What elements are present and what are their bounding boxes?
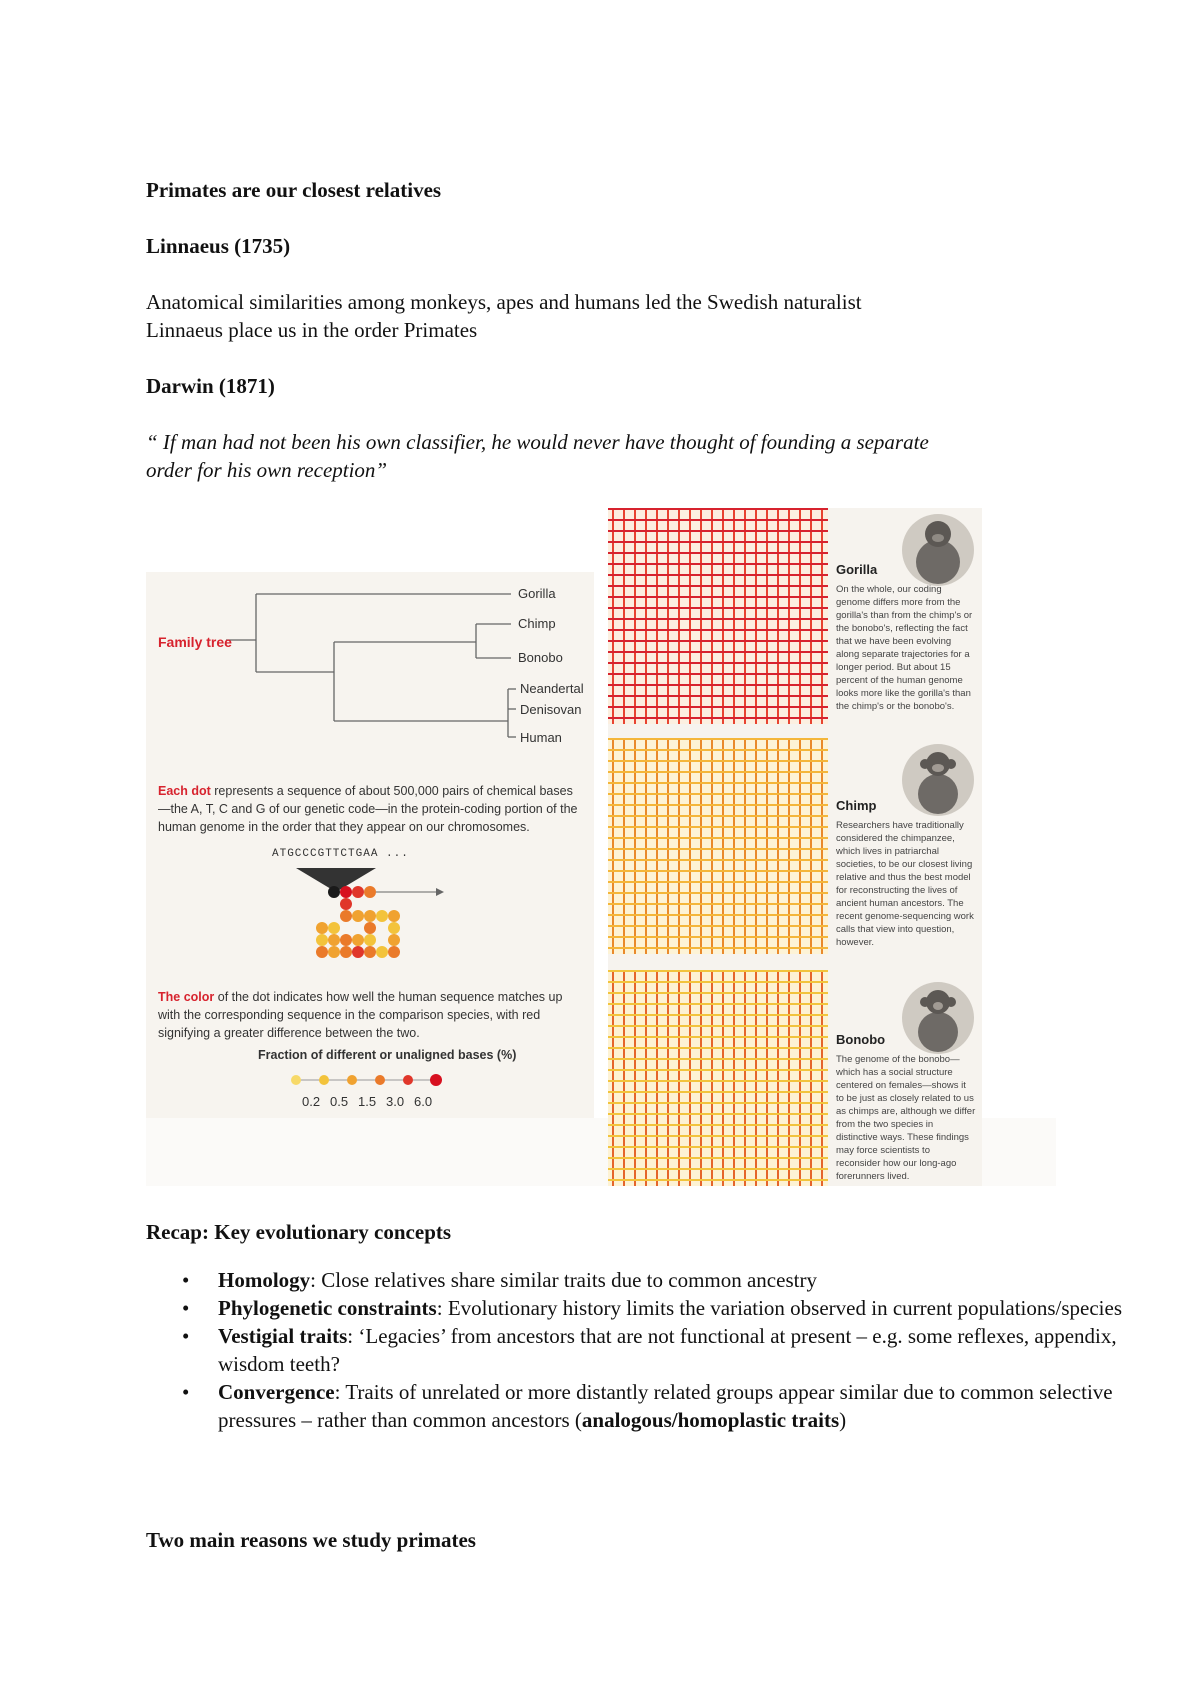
concept-extra-bold: analogous/homoplastic traits: [581, 1408, 840, 1432]
taxon-neandertal: Neandertal: [520, 681, 584, 696]
concept-term: Homology: [218, 1268, 311, 1292]
scale-title: Fraction of different or unaligned bases (%): [258, 1048, 517, 1062]
dot-caption-lead: Each dot: [158, 784, 211, 798]
scale-value-3: 1.5: [358, 1094, 377, 1109]
species-chimp-name: Chimp: [836, 798, 877, 813]
scale-value-5: 6.0: [414, 1094, 433, 1109]
species-gorilla-desc: On the whole, our coding genome differs more from the gorilla's than from the chimp's or the bonobo's, reflecting the fact that we have been evolving along separate trajectories for a longer period. But about 15 percent of the human genome looks more like the gorilla's than the chimp's or the bonobo's.: [836, 584, 973, 712]
darwin-heading: Darwin (1871): [146, 374, 275, 398]
concept-text: : Evolutionary history limits the variation observed in current populations/species: [436, 1296, 1123, 1320]
color-caption: [158, 988, 583, 1042]
dot-caption-rest: represents a sequence of about 500,000 pairs of chemical bases—the A, T, C and G of our genetic code—in the protein-coding portion of the human genome in the order that they appear on our chromosomes.: [158, 784, 578, 834]
scale-dot-5: [403, 1075, 413, 1085]
scale-value-4: 3.0: [386, 1094, 405, 1109]
color-scale: [146, 1068, 594, 1094]
taxon-denisovan: Denisovan: [520, 702, 582, 717]
concepts-list: [146, 1266, 1138, 1434]
concept-term: Convergence: [218, 1380, 335, 1404]
scale-dot-1: [291, 1075, 301, 1085]
scale-dot-3: [347, 1075, 357, 1085]
species-gorilla-name: Gorilla: [836, 562, 878, 577]
species-chimp: [836, 798, 976, 949]
scale-value-1: 0.2: [302, 1094, 321, 1109]
dot-path-diagram: [146, 862, 594, 982]
taxon-human: Human: [520, 730, 562, 745]
darwin-quote-line2: order for his own reception”: [146, 458, 388, 482]
concept-text: : Close relatives share similar traits due to common ancestry: [310, 1268, 817, 1292]
linnaeus-heading: Linnaeus (1735): [146, 234, 291, 258]
figure-right-panel: [608, 508, 982, 1186]
dot-caption: [158, 782, 583, 836]
concept-tail: ): [839, 1408, 847, 1432]
concept-convergence: [218, 1378, 1138, 1434]
species-bonobo-desc: The genome of the bonobo—which has a social structure centered on females—shows it to be just as closely related to us as chimps are, although we differ from the two species in distinctive ways. These findings may force scientists to reconsider how our long-ago forerunners lived.: [836, 1054, 976, 1182]
bonobo-dot-map: [608, 970, 828, 1186]
linnaeus-text-line1: Anatomical similarities among monkeys, apes and humans led the Swedish naturalist: [146, 290, 862, 314]
species-bonobo: [836, 1032, 976, 1183]
family-tree-label: Family tree: [158, 634, 232, 650]
color-caption-lead: The color: [158, 990, 215, 1004]
reasons-heading: Two main reasons we study primates: [146, 1528, 476, 1552]
scale-value-2: 0.5: [330, 1094, 349, 1109]
darwin-quote-line1: “ If man had not been his own classifier, he would never have thought of founding a separate: [146, 430, 929, 454]
species-chimp-desc: Researchers have traditionally considered the chimpanzee, which lives in patriarchal societies, to be our closest living relative and thus the best model for reconstructing the lives of ancient human ancestors. The recent genome-sequencing work calls that view into question, however.: [836, 820, 974, 948]
figure-left-panel: [146, 572, 594, 1118]
concept-phylogenetic-constraints: [218, 1294, 1138, 1322]
concept-homology: [218, 1266, 1138, 1294]
recap-heading: Recap: Key evolutionary concepts: [146, 1220, 452, 1244]
color-caption-rest: of the dot indicates how well the human sequence matches up with the corresponding sequence in the comparison species, with red signifying a greater difference between the two.: [158, 990, 563, 1040]
page-title: Primates are our closest relatives: [146, 178, 442, 202]
concept-vestigial-traits: [218, 1322, 1138, 1378]
concept-term: Vestigial traits: [218, 1324, 348, 1348]
taxon-chimp: Chimp: [518, 616, 556, 631]
sequence-text: ATGCCCGTTCTGAA ...: [272, 848, 409, 860]
linnaeus-text-line2: Linnaeus place us in the order Primates: [146, 318, 478, 342]
scale-dot-4: [375, 1075, 385, 1085]
concept-text: : Traits of unrelated or more distantly related groups appear similar due to common selective pressures – rather than common ancestors (: [218, 1380, 1113, 1432]
gorilla-dot-map: [608, 508, 828, 724]
taxon-bonobo: Bonobo: [518, 650, 563, 665]
scale-dot-2: [319, 1075, 329, 1085]
concept-term: Phylogenetic constraints: [218, 1296, 437, 1320]
species-gorilla: [836, 562, 976, 713]
concept-text: : ‘Legacies’ from ancestors that are not functional at present – e.g. some reflexes, appendix, wisdom teeth?: [218, 1324, 1117, 1376]
scale-dot-6: [430, 1074, 442, 1086]
species-bonobo-name: Bonobo: [836, 1032, 886, 1047]
taxon-gorilla: Gorilla: [518, 586, 556, 601]
chimp-dot-map: [608, 738, 828, 954]
